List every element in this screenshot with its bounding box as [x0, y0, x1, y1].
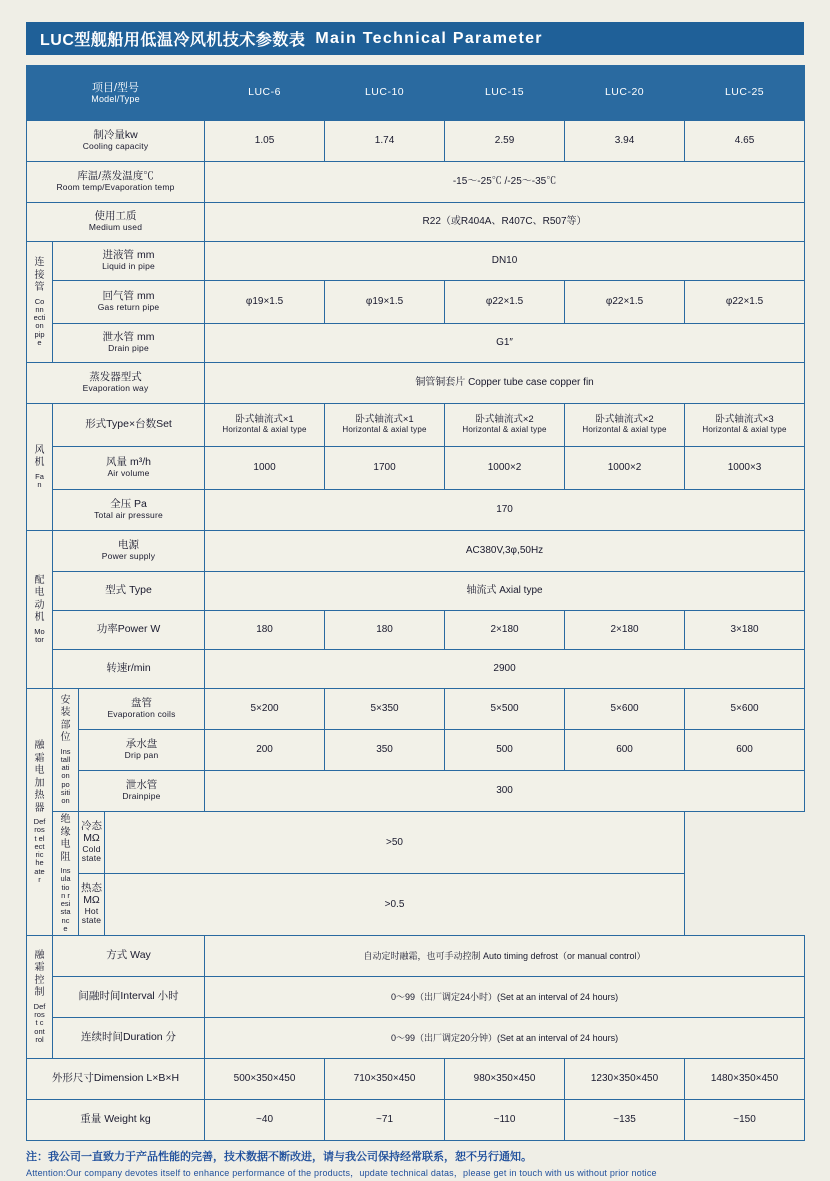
- side-connection-en: Connection pipe: [33, 296, 46, 347]
- label-power-supply: [53, 531, 205, 572]
- label-cooling-cn: 制冷量kw: [93, 129, 138, 142]
- label-liquid-en: Liquid in pipe: [102, 261, 155, 272]
- cell-air-volume-luc10: 1700: [325, 447, 445, 490]
- row-motor-power: [27, 611, 805, 650]
- cell-motor-power-luc25: 3×180: [685, 611, 805, 650]
- cell-defrost-interval-value: 0～99（出厂调定24小时）(Set at an interval of 24 hours): [205, 977, 805, 1018]
- cell-fan-type-luc25-cn: 卧式轴流式×3: [715, 414, 774, 426]
- cell-cold-state-value: >50: [105, 812, 685, 874]
- cell-dimension-luc15: 980×350×450: [445, 1059, 565, 1100]
- specification-table: [26, 65, 805, 1141]
- row-drainpipe-heater: [27, 771, 805, 812]
- label-cooling-capacity: [27, 121, 205, 162]
- label-drainpipe-cn: 泄水管: [125, 779, 158, 792]
- cell-drip-pan-luc15: 500: [445, 730, 565, 771]
- cell-fan-type-luc20-cn: 卧式轴流式×2: [595, 414, 654, 426]
- label-cold-state: [79, 812, 105, 874]
- cell-cooling-luc25: 4.65: [685, 121, 805, 162]
- label-drain-pipe: [53, 324, 205, 363]
- side-connection-cn: 连接管: [34, 257, 45, 293]
- label-room-temp-cn: 库温/蒸发温度℃: [77, 170, 154, 183]
- label-power-supply-en: Power supply: [101, 551, 156, 562]
- cell-power-supply-value: AC380V,3φ,50Hz: [205, 531, 805, 572]
- header-model-luc25: LUC-25: [685, 66, 805, 121]
- row-defrost-way: [27, 936, 805, 977]
- label-hot-state: [79, 874, 105, 936]
- cell-weight-luc25: ~150: [685, 1100, 805, 1141]
- row-speed: [27, 650, 805, 689]
- cell-motor-power-luc10: 180: [325, 611, 445, 650]
- side-insulation-cn: 绝缘电阻: [60, 814, 71, 863]
- row-total-air-pressure: [27, 490, 805, 531]
- row-hot-state: [27, 874, 805, 936]
- cell-dimension-luc20: 1230×350×450: [565, 1059, 685, 1100]
- side-label-defrost-heater: [27, 689, 53, 936]
- side-label-motor: [27, 531, 53, 689]
- label-speed-cn: 转速r/min: [106, 662, 151, 675]
- label-drain-en: Drain pipe: [108, 343, 149, 354]
- cell-fan-type-luc25: [685, 404, 805, 447]
- label-dimension: [27, 1059, 205, 1100]
- label-motor-power-cn: 功率Power W: [96, 623, 161, 636]
- row-defrost-interval: [27, 977, 805, 1018]
- cell-fan-type-luc15: [445, 404, 565, 447]
- footer-notes: [26, 1150, 804, 1181]
- label-dimension-cn: 外形尺寸Dimension L×B×H: [51, 1072, 180, 1085]
- cell-evap-coils-luc20: 5×600: [565, 689, 685, 730]
- label-cold-state-cn: 冷态MΩ: [81, 820, 102, 844]
- cell-evap-coils-luc15: 5×500: [445, 689, 565, 730]
- label-motor-type: [53, 572, 205, 611]
- header-model-luc10: LUC-10: [325, 66, 445, 121]
- cell-evap-coils-luc10: 5×350: [325, 689, 445, 730]
- cell-fan-type-luc6-cn: 卧式轴流式×1: [235, 414, 294, 426]
- label-drain-cn: 泄水管 mm: [102, 331, 155, 344]
- cell-fan-type-luc25-en: Horizontal & axial type: [702, 424, 787, 434]
- cell-motor-power-luc6: 180: [205, 611, 325, 650]
- label-hot-state-en: Hot state: [81, 905, 102, 926]
- label-air-volume: [53, 447, 205, 490]
- label-motor-power: [53, 611, 205, 650]
- cell-fan-type-luc6-en: Horizontal & axial type: [222, 424, 307, 434]
- label-duration-cn: 连续时间Duration 分: [80, 1031, 177, 1044]
- cell-defrost-way-value: 自动定时融霜，也可手动控制 Auto timing defrost（or manual control）: [205, 936, 805, 977]
- cell-weight-luc15: ~110: [445, 1100, 565, 1141]
- cell-drip-pan-luc6: 200: [205, 730, 325, 771]
- cell-gas-luc25: φ22×1.5: [685, 281, 805, 324]
- row-gas-return-pipe: [27, 281, 805, 324]
- label-air-volume-cn: 风量 m³/h: [106, 456, 151, 469]
- cell-cooling-luc15: 2.59: [445, 121, 565, 162]
- cell-weight-luc6: ~40: [205, 1100, 325, 1141]
- label-evap-coils-en: Evaporation coils: [107, 709, 176, 720]
- label-fan-type-cn: 形式Type×台数Set: [85, 418, 172, 431]
- label-liquid-in-pipe: [53, 242, 205, 281]
- label-medium-used: [27, 203, 205, 242]
- label-medium-cn: 使用工质: [94, 210, 137, 223]
- cell-fan-type-luc15-cn: 卧式轴流式×2: [475, 414, 534, 426]
- label-power-supply-cn: 电源: [118, 539, 140, 552]
- label-defrost-way: [53, 936, 205, 977]
- cell-drain-value: G1″: [205, 324, 805, 363]
- label-motor-type-cn: 型式 Type: [105, 584, 152, 597]
- row-evaporation-coils: [27, 689, 805, 730]
- cell-motor-type-value: 轴流式 Axial type: [205, 572, 805, 611]
- cell-fan-type-luc10-cn: 卧式轴流式×1: [355, 414, 414, 426]
- label-room-temp: [27, 162, 205, 203]
- label-way-cn: 方式 Way: [106, 949, 151, 962]
- label-total-air-pressure: [53, 490, 205, 531]
- cell-dimension-luc25: 1480×350×450: [685, 1059, 805, 1100]
- cell-drip-pan-luc25: 600: [685, 730, 805, 771]
- side-label-insulation-resistance: [53, 812, 79, 936]
- label-evap-coils-cn: 盘管: [131, 697, 153, 710]
- cell-speed-value: 2900: [205, 650, 805, 689]
- cell-fan-type-luc10: [325, 404, 445, 447]
- side-control-cn: 融霜控制: [34, 949, 45, 999]
- side-label-defrost-control: [27, 936, 53, 1059]
- cell-cooling-luc10: 1.74: [325, 121, 445, 162]
- title-chinese: LUC型舰船用低温冷风机技术参数表: [40, 32, 306, 49]
- title-english: Main Technical Parameter: [315, 29, 543, 47]
- cell-air-volume-luc6: 1000: [205, 447, 325, 490]
- side-label-fan: [27, 404, 53, 531]
- label-total-pressure-en: Total air pressure: [94, 510, 163, 521]
- cell-dimension-luc6: 500×350×450: [205, 1059, 325, 1100]
- label-drip-pan-en: Drip pan: [124, 750, 159, 761]
- cell-drainpipe-value: 300: [205, 771, 805, 812]
- label-hot-state-cn: 热态 MΩ: [81, 882, 102, 906]
- side-control-en: Defrost control: [33, 1001, 46, 1044]
- header-model-luc6: LUC-6: [205, 66, 325, 121]
- side-label-connection-pipe: [27, 242, 53, 363]
- row-cold-state: [27, 812, 805, 874]
- row-drain-pipe: [27, 324, 805, 363]
- header-model-luc15: LUC-15: [445, 66, 565, 121]
- label-weight-cn: 重量 Weight kg: [80, 1113, 151, 1126]
- label-defrost-duration: [53, 1018, 205, 1059]
- cell-air-volume-luc25: 1000×3: [685, 447, 805, 490]
- label-drip-pan-cn: 承水盘: [125, 738, 158, 751]
- cell-defrost-duration-value: 0～99（出厂调定20分钟）(Set at an interval of 24 hours): [205, 1018, 805, 1059]
- row-defrost-duration: [27, 1018, 805, 1059]
- label-drainpipe-heater: [79, 771, 205, 812]
- header-model-type: [27, 66, 205, 121]
- row-evaporation-way: [27, 363, 805, 404]
- label-evap-way-en: Evaporation way: [82, 383, 149, 394]
- row-fan-type: [27, 404, 805, 447]
- label-gas-cn: 回气管 mm: [102, 290, 155, 303]
- note-chinese: 注：我公司一直致力于产品性能的完善，技术数据不断改进，请与我公司保持经常联系，恕不另行通知。: [26, 1151, 532, 1163]
- cell-weight-luc20: ~135: [565, 1100, 685, 1141]
- cell-liquid-in-value: DN10: [205, 242, 805, 281]
- row-weight: [27, 1100, 805, 1141]
- cell-fan-type-luc20: [565, 404, 685, 447]
- side-defrost-cn: 融霜电加热器: [34, 740, 45, 814]
- cell-fan-type-luc10-en: Horizontal & axial type: [342, 424, 427, 434]
- row-air-volume: [27, 447, 805, 490]
- cell-fan-type-luc6: [205, 404, 325, 447]
- cell-dimension-luc10: 710×350×450: [325, 1059, 445, 1100]
- side-fan-cn: 风机: [34, 444, 45, 469]
- cell-room-temp-value: -15～-25℃ /-25～-35℃: [205, 162, 805, 203]
- label-air-volume-en: Air volume: [107, 468, 150, 479]
- label-medium-en: Medium used: [88, 222, 143, 233]
- row-cooling-capacity: [27, 121, 805, 162]
- label-evap-way-cn: 蒸发器型式: [89, 371, 142, 384]
- label-liquid-cn: 进液管 mm: [102, 249, 155, 262]
- cell-motor-power-luc15: 2×180: [445, 611, 565, 650]
- row-room-temp: [27, 162, 805, 203]
- side-label-installation-position: [53, 689, 79, 812]
- row-motor-type: [27, 572, 805, 611]
- label-gas-return-pipe: [53, 281, 205, 324]
- cell-medium-value: R22（或R404A、R407C、R507等）: [205, 203, 805, 242]
- cell-fan-type-luc15-en: Horizontal & axial type: [462, 424, 547, 434]
- side-motor-en: Motor: [34, 626, 45, 644]
- side-install-en: Installation position: [60, 746, 71, 806]
- label-cooling-en: Cooling capacity: [82, 141, 149, 152]
- cell-total-air-pressure-value: 170: [205, 490, 805, 531]
- cell-evap-coils-luc6: 5×200: [205, 689, 325, 730]
- cell-evap-coils-luc25: 5×600: [685, 689, 805, 730]
- row-medium-used: [27, 203, 805, 242]
- side-insulation-en: Insulation resistance: [60, 866, 71, 933]
- label-speed: [53, 650, 205, 689]
- cell-cooling-luc20: 3.94: [565, 121, 685, 162]
- side-install-cn: 安装部位: [60, 694, 71, 744]
- cell-gas-luc6: φ19×1.5: [205, 281, 325, 324]
- label-cold-state-en: Cold state: [81, 843, 102, 864]
- cell-cooling-luc6: 1.05: [205, 121, 325, 162]
- header-label-en: Model/Type: [91, 94, 140, 105]
- label-room-temp-en: Room temp/Evaporation temp: [56, 182, 175, 193]
- cell-hot-state-value: >0.5: [105, 874, 685, 936]
- note-english: Attention:Our company devotes itself to enhance performance of the products，update technical datas，please get in touch with us without prior notice: [26, 1168, 657, 1179]
- header-model-luc20: LUC-20: [565, 66, 685, 121]
- side-fan-en: Fan: [35, 471, 44, 489]
- cell-air-volume-luc15: 1000×2: [445, 447, 565, 490]
- row-dimension: [27, 1059, 805, 1100]
- title-bar: [26, 22, 804, 55]
- cell-air-volume-luc20: 1000×2: [565, 447, 685, 490]
- side-defrost-en: Defrost electric heater: [33, 817, 46, 884]
- cell-motor-power-luc20: 2×180: [565, 611, 685, 650]
- cell-drip-pan-luc10: 350: [325, 730, 445, 771]
- row-power-supply: [27, 531, 805, 572]
- label-drainpipe-en: Drainpipe: [122, 791, 161, 802]
- side-motor-cn: 配电动机: [34, 574, 45, 624]
- row-drip-pan: [27, 730, 805, 771]
- label-drip-pan: [79, 730, 205, 771]
- label-interval-cn: 间融时间Interval 小时: [78, 990, 179, 1003]
- cell-gas-luc10: φ19×1.5: [325, 281, 445, 324]
- label-evaporation-coils: [79, 689, 205, 730]
- label-gas-en: Gas return pipe: [97, 302, 160, 313]
- header-label-cn: 项目/型号: [91, 81, 140, 94]
- label-fan-type: [53, 404, 205, 447]
- label-total-pressure-cn: 全压 Pa: [110, 498, 147, 511]
- cell-gas-luc20: φ22×1.5: [565, 281, 685, 324]
- label-evaporation-way: [27, 363, 205, 404]
- cell-fan-type-luc20-en: Horizontal & axial type: [582, 424, 667, 434]
- cell-weight-luc10: ~71: [325, 1100, 445, 1141]
- label-defrost-interval: [53, 977, 205, 1018]
- cell-gas-luc15: φ22×1.5: [445, 281, 565, 324]
- label-weight: [27, 1100, 205, 1141]
- row-liquid-in-pipe: [27, 242, 805, 281]
- cell-drip-pan-luc20: 600: [565, 730, 685, 771]
- table-header-row: [27, 66, 805, 121]
- cell-evaporation-way-value: 铜管铜套片 Copper tube case copper fin: [205, 363, 805, 404]
